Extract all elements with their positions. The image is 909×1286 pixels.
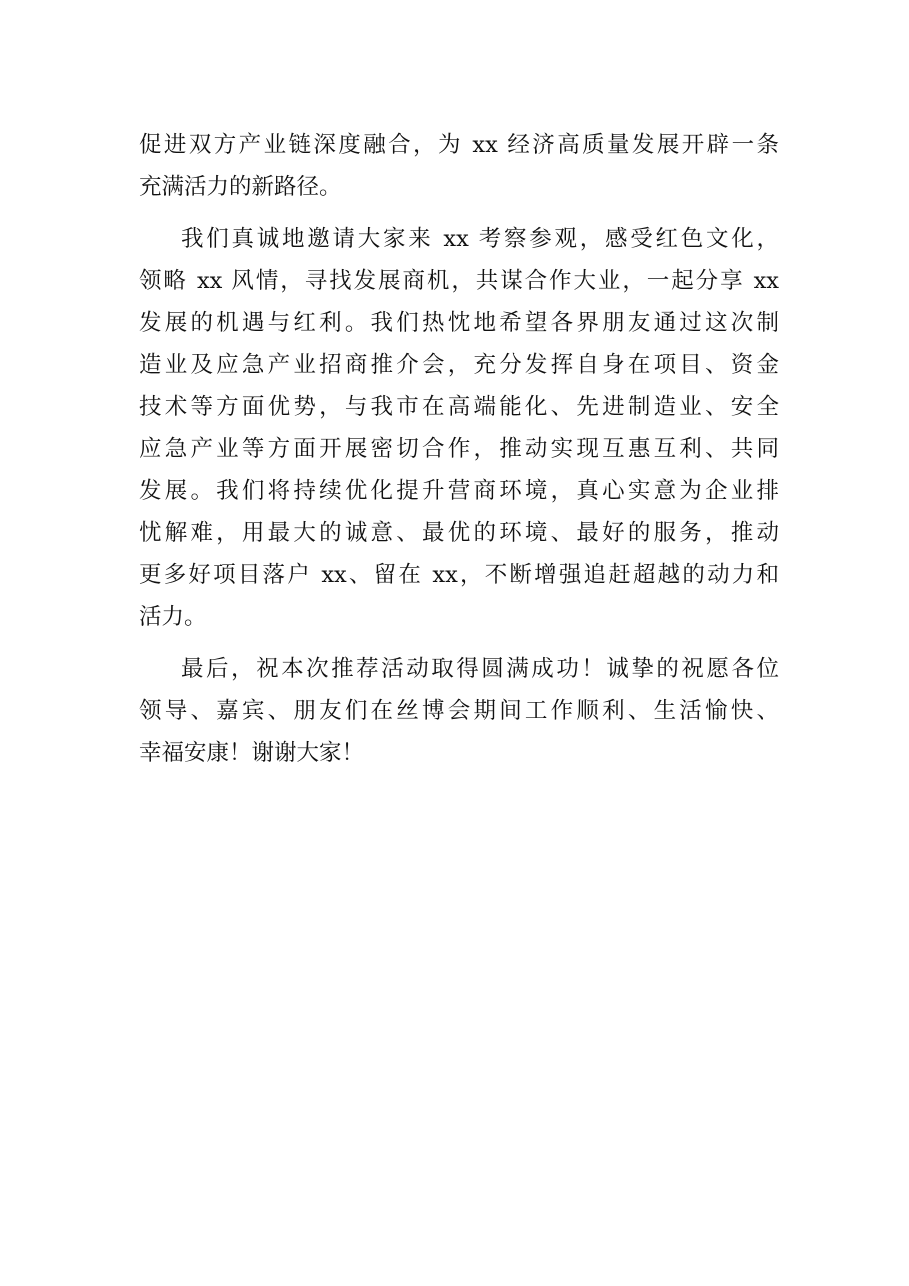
text-line: 应急产业等方面开展密切合作，推动实现互惠互利、共同 (139, 436, 779, 462)
text-line: 我们真诚地邀请大家来 xx 考察参观，感受红色文化， (181, 226, 779, 252)
text-line: 忧解难，用最大的诚意、最优的环境、最好的服务，推动 (139, 520, 779, 546)
text-line: 发展的机遇与红利。我们热忱地希望各界朋友通过这次制 (139, 310, 779, 336)
text-line: 最后，祝本次推荐活动取得圆满成功！诚挚的祝愿各位 (181, 656, 779, 682)
paragraph-invitation (139, 218, 779, 638)
text-line: 技术等方面优势，与我市在高端能化、先进制造业、安全 (139, 394, 779, 420)
text-line: 造业及应急产业招商推介会，充分发挥自身在项目、资金 (139, 352, 779, 378)
text-line: 活力。 (139, 604, 207, 630)
text-line: 发展。我们将持续优化提升营商环境，真心实意为企业排 (139, 478, 779, 504)
text-line: 领略 xx 风情，寻找发展商机，共谋合作大业，一起分享 xx (139, 268, 779, 294)
text-line: 领导、嘉宾、朋友们在丝博会期间工作顺利、生活愉快、 (139, 698, 779, 724)
text-line: 促进双方产业链深度融合，为 xx 经济高质量发展开辟一条 (139, 132, 779, 158)
text-line: 幸福安康！谢谢大家！ (139, 740, 365, 766)
paragraph-continuation (139, 124, 779, 208)
text-line: 更多好项目落户 xx、留在 xx，不断增强追赶超越的动力和 (139, 562, 779, 588)
document-body (139, 124, 779, 784)
text-line: 充满活力的新路径。 (139, 174, 342, 200)
paragraph-closing (139, 648, 779, 774)
